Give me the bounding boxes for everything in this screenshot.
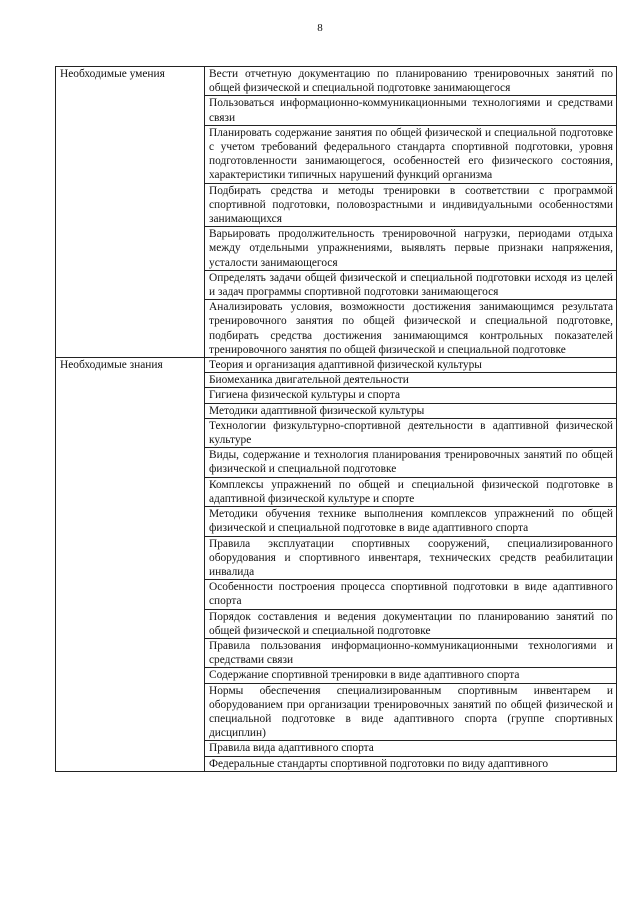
requirement-item: Анализировать условия, возможности достижения занимающимся результата тренировочного занятия по общей физической и специальной подготовке, подбирать средства достижения занимающимся контрольных показателей тренировочного занятия по общей физической и специальной подготовке	[205, 300, 617, 358]
page-number: 8	[317, 22, 323, 34]
requirement-item: Варьировать продолжительность тренировочной нагрузки, периодами отдыха между отдельными упражнениями, выявлять первые признаки напряжения, усталости занимающегося	[205, 227, 617, 271]
requirement-item: Биомеханика двигательной деятельности	[205, 373, 617, 388]
page-bottom-edge	[0, 845, 640, 905]
requirement-item: Вести отчетную документацию по планированию тренировочных занятий по общей физической и специальной подготовке занимающегося	[205, 67, 617, 96]
requirement-item: Правила пользования информационно-коммуникационными технологиями и средствами связи	[205, 638, 617, 667]
requirement-item: Методики адаптивной физической культуры	[205, 403, 617, 418]
requirements-table	[55, 66, 617, 772]
requirement-item: Правила вида адаптивного спорта	[205, 741, 617, 756]
requirement-item: Гигиена физической культуры и спорта	[205, 388, 617, 403]
requirement-item: Технологии физкультурно-спортивной деятельности в адаптивной физической культуре	[205, 418, 617, 447]
section-label: Необходимые знания	[56, 358, 205, 772]
requirements-table-body	[56, 67, 617, 772]
requirement-item: Теория и организация адаптивной физической культуры	[205, 358, 617, 373]
section-label: Необходимые умения	[56, 67, 205, 358]
requirement-item: Содержание спортивной тренировки в виде адаптивного спорта	[205, 668, 617, 683]
requirement-item: Нормы обеспечения специализированным спортивным инвентарем и оборудованием при организации тренировочных занятий по общей физической и специальной подготовке в виде адаптивного спорта (группе спортивных дисциплин)	[205, 683, 617, 741]
requirement-item: Подбирать средства и методы тренировки в соответствии с программой спортивной подготовки, половозрастными и индивидуальными особенностями занимающихся	[205, 183, 617, 227]
requirement-item: Методики обучения технике выполнения комплексов упражнений по общей физической и специальной подготовке в виде адаптивного спорта	[205, 507, 617, 536]
table-row	[56, 67, 617, 96]
requirement-item: Пользоваться информационно-коммуникационными технологиями и средствами связи	[205, 96, 617, 125]
requirement-item: Виды, содержание и технология планирования тренировочных занятий по общей физической и специальной подготовке	[205, 448, 617, 477]
requirement-item: Федеральные стандарты спортивной подготовки по виду адаптивного	[205, 756, 617, 771]
requirement-item: Особенности построения процесса спортивной подготовки в виде адаптивного спорта	[205, 580, 617, 609]
requirement-item: Комплексы упражнений по общей и специальной физической подготовке в адаптивной физической культуре и спорте	[205, 477, 617, 506]
requirement-item: Правила эксплуатации спортивных сооружений, специализированного оборудования и спортивного инвентаря, технических средств реабилитации инвалида	[205, 536, 617, 580]
requirement-item: Планировать содержание занятия по общей физической и специальной подготовке с учетом требований федерального стандарта спортивной подготовки, уровня подготовленности занимающегося, особенностей его физического состояния, характеристики типичных нарушений функций организма	[205, 125, 617, 183]
table-row	[56, 358, 617, 373]
requirement-item: Определять задачи общей физической и специальной подготовки исходя из целей и задач программы спортивной подготовки занимающегося	[205, 270, 617, 299]
requirement-item: Порядок составления и ведения документации по планированию занятий по общей физической и специальной подготовке	[205, 609, 617, 638]
